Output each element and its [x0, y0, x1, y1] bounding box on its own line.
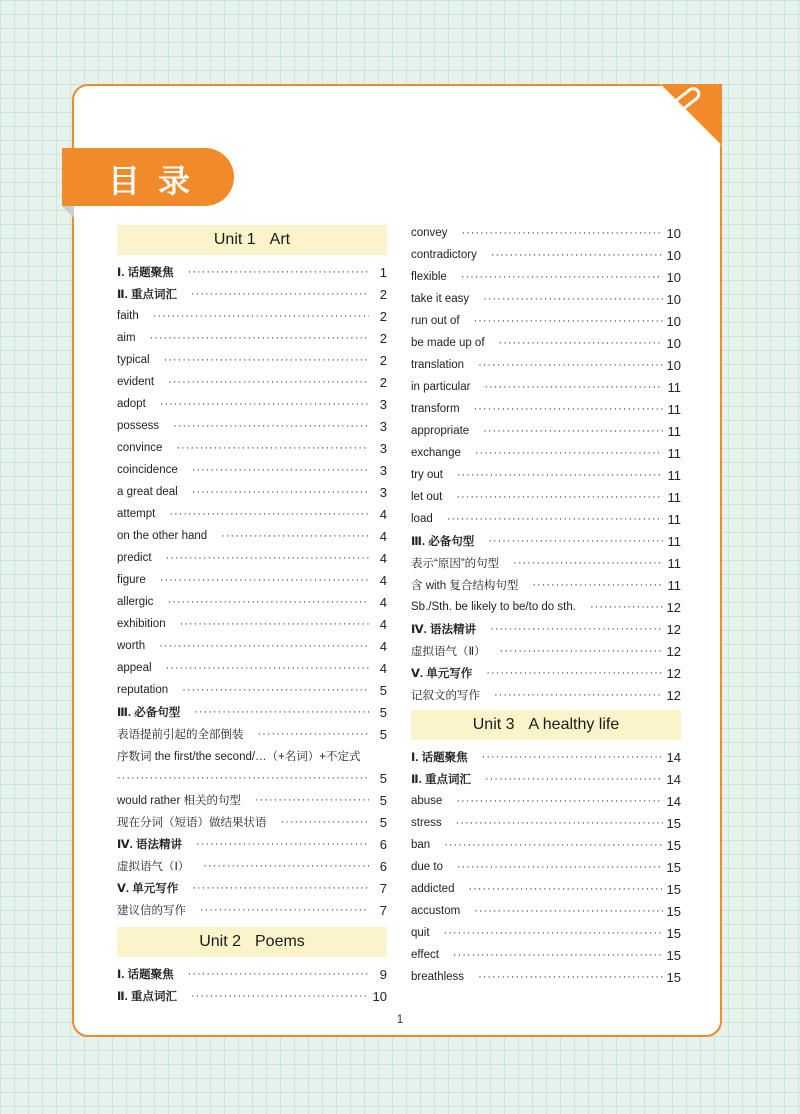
- toc-entry[interactable]: [411, 222, 681, 244]
- toc-entry[interactable]: [117, 503, 387, 525]
- toc-entry-page: 15: [666, 837, 681, 853]
- toc-entry[interactable]: [411, 244, 681, 266]
- toc-entry-page: 5: [379, 814, 387, 830]
- toc-entry[interactable]: [411, 310, 681, 332]
- toc-entry-page: 10: [666, 335, 681, 351]
- toc-entry[interactable]: [117, 657, 387, 679]
- toc-section-entry[interactable]: [411, 768, 681, 790]
- toc-entry-page: 5: [379, 682, 387, 698]
- toc-entry-label: Ⅰ. 话题聚焦: [117, 267, 174, 279]
- toc-entry-label: Ⅳ. 语法精讲: [117, 839, 183, 851]
- toc-entry-label: convince: [117, 442, 163, 454]
- toc-entry-label: try out: [411, 469, 443, 481]
- toc-entry[interactable]: [117, 415, 387, 437]
- toc-left-column: [117, 223, 387, 1007]
- toc-entry-label: worth: [117, 640, 146, 652]
- toc-entry-page: 5: [379, 770, 387, 786]
- leader-dots: [474, 905, 662, 917]
- toc-entry-label: due to: [411, 861, 443, 873]
- leader-dots: [485, 773, 663, 785]
- toc-entry[interactable]: [411, 574, 681, 596]
- leader-dots: [180, 618, 369, 630]
- toc-entry-label: Sb./Sth. be likely to be/to do sth.: [411, 601, 576, 613]
- toc-entry-page: 3: [379, 418, 387, 434]
- leader-dots: [194, 706, 369, 718]
- leader-dots: [255, 794, 369, 806]
- toc-entry-label: quit: [411, 927, 430, 939]
- toc-entry[interactable]: [117, 547, 387, 569]
- toc-entry-page: 4: [379, 550, 387, 566]
- toc-entry[interactable]: [411, 398, 681, 420]
- toc-entry-page: 10: [666, 313, 681, 329]
- leader-dots: [513, 557, 663, 569]
- toc-entry[interactable]: [411, 376, 681, 398]
- toc-entry-page: 15: [666, 881, 681, 897]
- leader-dots: [192, 486, 369, 498]
- toc-entry[interactable]: [411, 354, 681, 376]
- toc-entry[interactable]: [117, 899, 387, 921]
- toc-entry-page: 12: [666, 599, 681, 615]
- toc-entry-page: 10: [666, 357, 681, 373]
- toc-entry-label: 现在分词（短语）做结果状语: [117, 817, 267, 829]
- toc-entry-label: in particular: [411, 381, 471, 393]
- toc-entry[interactable]: [411, 508, 681, 530]
- leader-dots: [173, 420, 369, 432]
- toc-entry-label: Ⅱ. 重点词汇: [117, 991, 177, 1003]
- toc-entry[interactable]: [117, 855, 387, 877]
- toc-entry-label: faith: [117, 310, 139, 322]
- leader-dots: [166, 662, 369, 674]
- unit-heading[interactable]: [117, 927, 387, 957]
- toc-entry-continuation[interactable]: [117, 767, 387, 789]
- leader-dots: [475, 447, 663, 459]
- toc-section-entry[interactable]: [117, 833, 387, 855]
- toc-entry-label: exhibition: [117, 618, 166, 630]
- leader-dots: [456, 817, 663, 829]
- toc-entry-label: allergic: [117, 596, 154, 608]
- leader-dots: [457, 861, 663, 873]
- toc-section-entry[interactable]: [117, 985, 387, 1007]
- toc-section-entry[interactable]: [117, 963, 387, 985]
- leader-dots: [444, 839, 662, 851]
- leader-dots: [486, 667, 662, 679]
- toc-section-entry[interactable]: [411, 662, 681, 684]
- leader-dots: [168, 376, 369, 388]
- leader-dots: [176, 442, 369, 454]
- toc-entry-label: Ⅲ. 必备句型: [411, 536, 475, 548]
- toc-entry[interactable]: [117, 459, 387, 481]
- toc-entry-label: 含 with 复合结构句型: [411, 580, 519, 592]
- leader-dots: [447, 513, 663, 525]
- toc-entry-page: 11: [667, 555, 681, 571]
- unit-heading[interactable]: [411, 710, 681, 740]
- toc-entry-label: Ⅳ. 语法精讲: [411, 624, 477, 636]
- leader-dots: [221, 530, 369, 542]
- leader-dots: [456, 491, 663, 503]
- toc-entry-page: 4: [379, 572, 387, 588]
- toc-entry-label: on the other hand: [117, 530, 208, 542]
- leader-dots: [484, 381, 663, 393]
- leader-dots: [488, 535, 663, 547]
- toc-entry-label: 建议信的写作: [117, 905, 186, 917]
- leader-dots: [468, 883, 662, 895]
- leader-dots: [494, 689, 663, 701]
- toc-entry[interactable]: [411, 640, 681, 662]
- leader-dots: [532, 579, 663, 591]
- toc-entry[interactable]: [117, 327, 387, 349]
- leader-dots: [461, 227, 662, 239]
- toc-section-entry[interactable]: [411, 618, 681, 640]
- leader-dots: [188, 266, 369, 278]
- leader-dots: [200, 904, 369, 916]
- toc-entry-page: 3: [379, 462, 387, 478]
- toc-entry[interactable]: [117, 635, 387, 657]
- toc-entry-label: 表语提前引起的全部倒装: [117, 729, 244, 741]
- leader-dots: [203, 860, 369, 872]
- toc-entry-label: adopt: [117, 398, 146, 410]
- toc-entry[interactable]: [117, 305, 387, 327]
- toc-entry-label: 表示“原因”的句型: [411, 558, 500, 570]
- leader-dots: [478, 971, 662, 983]
- unit-name: Poems: [255, 933, 305, 950]
- toc-entry[interactable]: [117, 723, 387, 745]
- leader-dots: [490, 623, 663, 635]
- toc-entry[interactable]: [117, 591, 387, 613]
- toc-entry[interactable]: [117, 371, 387, 393]
- toc-entry-page: 7: [379, 880, 387, 896]
- leader-dots: [590, 601, 663, 613]
- leader-dots: [166, 552, 369, 564]
- toc-entry[interactable]: [411, 834, 681, 856]
- leader-dots: [444, 927, 663, 939]
- toc-entry-page: 15: [666, 947, 681, 963]
- toc-entry-label: appropriate: [411, 425, 470, 437]
- unit-number: Unit 3: [472, 716, 515, 733]
- toc-entry-label: breathless: [411, 971, 465, 983]
- toc-entry-page: 11: [667, 577, 681, 593]
- leader-dots: [483, 293, 662, 305]
- toc-entry[interactable]: [411, 486, 681, 508]
- toc-entry[interactable]: [411, 790, 681, 812]
- toc-entry[interactable]: [411, 878, 681, 900]
- toc-entry-label: let out: [411, 491, 443, 503]
- toc-entry-page: 11: [667, 533, 681, 549]
- toc-entry-page: 14: [666, 793, 681, 809]
- toc-entry-page: 4: [379, 616, 387, 632]
- toc-entry-page: 10: [372, 988, 387, 1004]
- toc-entry[interactable]: [411, 944, 681, 966]
- toc-entry-page: 9: [379, 966, 387, 982]
- leader-dots: [167, 596, 369, 608]
- toc-entry[interactable]: [411, 856, 681, 878]
- toc-entry-label: accustom: [411, 905, 461, 917]
- leader-dots: [258, 728, 370, 740]
- toc-section-entry[interactable]: [117, 261, 387, 283]
- toc-entry-page: 2: [379, 308, 387, 324]
- toc-entry-page: 2: [379, 286, 387, 302]
- toc-entry-page: 4: [379, 594, 387, 610]
- toc-entry-page: 4: [379, 528, 387, 544]
- toc-entry-page: 6: [379, 836, 387, 852]
- toc-entry[interactable]: [411, 332, 681, 354]
- toc-section-entry[interactable]: [117, 877, 387, 899]
- toc-entry-page: 2: [379, 374, 387, 390]
- toc-entry-label: typical: [117, 354, 150, 366]
- toc-entry-label: abuse: [411, 795, 443, 807]
- toc-entry[interactable]: [411, 442, 681, 464]
- toc-entry-label: Ⅴ. 单元写作: [411, 668, 473, 680]
- toc-entry-page: 6: [379, 858, 387, 874]
- toc-entry-label: transform: [411, 403, 460, 415]
- leader-dots: [153, 310, 369, 322]
- toc-entry-page: 3: [379, 484, 387, 500]
- toc-entry-page: 3: [379, 396, 387, 412]
- toc-entry-label: Ⅱ. 重点词汇: [411, 774, 471, 786]
- toc-entry-label: translation: [411, 359, 465, 371]
- leader-dots: [150, 332, 369, 344]
- toc-entry[interactable]: [117, 789, 387, 811]
- leader-dots: [478, 359, 662, 371]
- toc-entry-page: 11: [667, 379, 681, 395]
- toc-entry[interactable]: [411, 464, 681, 486]
- toc-entry[interactable]: [117, 525, 387, 547]
- toc-entry-label: addicted: [411, 883, 455, 895]
- toc-entry[interactable]: [411, 812, 681, 834]
- leader-dots: [160, 398, 369, 410]
- leader-dots: [456, 795, 662, 807]
- toc-section-entry[interactable]: [411, 530, 681, 552]
- leader-dots: [191, 990, 369, 1002]
- toc-entry-page: 7: [379, 902, 387, 918]
- toc-entry-page: 11: [667, 401, 681, 417]
- toc-entry-label: stress: [411, 817, 442, 829]
- toc-entry-page: 4: [379, 660, 387, 676]
- leader-dots: [491, 249, 663, 261]
- title-tab-fold: [62, 206, 74, 218]
- toc-entry[interactable]: [117, 349, 387, 371]
- toc-entry-page: 10: [666, 269, 681, 285]
- toc-entry-label: 记叙文的写作: [411, 690, 480, 702]
- toc-entry-page: 2: [379, 352, 387, 368]
- page-title: 目录: [108, 162, 209, 200]
- toc-entry-label: load: [411, 513, 433, 525]
- page-number: 1: [396, 1012, 404, 1026]
- toc-entry-label: reputation: [117, 684, 169, 696]
- toc-entry[interactable]: [411, 266, 681, 288]
- toc-entry-page: 14: [666, 771, 681, 787]
- leader-dots: [500, 645, 663, 657]
- toc-right-column: [411, 222, 681, 988]
- leader-dots: [499, 337, 663, 349]
- unit-name: Art: [269, 231, 291, 248]
- toc-entry[interactable]: [411, 596, 681, 618]
- toc-entry-page: 4: [379, 638, 387, 654]
- leader-dots: [457, 469, 663, 481]
- leader-dots: [117, 772, 369, 784]
- leader-dots: [474, 315, 663, 327]
- leader-dots: [453, 949, 663, 961]
- toc-entry-label: coincidence: [117, 464, 178, 476]
- leader-dots: [164, 354, 369, 366]
- leader-dots: [160, 574, 369, 586]
- toc-entry-label: Ⅲ. 必备句型: [117, 707, 181, 719]
- toc-entry-page: 15: [666, 969, 681, 985]
- leader-dots: [192, 464, 369, 476]
- leader-dots: [191, 288, 369, 300]
- toc-entry-page: 12: [666, 687, 681, 703]
- toc-entry-label: 序数词 the first/the second/…（+名词）+不定式: [117, 751, 361, 763]
- toc-entry-page: 15: [666, 859, 681, 875]
- toc-entry-label: Ⅱ. 重点词汇: [117, 289, 177, 301]
- toc-entry-label: would rather 相关的句型: [117, 795, 241, 807]
- toc-entry[interactable]: [411, 420, 681, 442]
- toc-entry-page: 11: [667, 423, 681, 439]
- leader-dots: [182, 684, 369, 696]
- toc-entry[interactable]: [411, 684, 681, 706]
- toc-entry-label: Ⅰ. 话题聚焦: [411, 752, 468, 764]
- toc-entry-label: be made up of: [411, 337, 485, 349]
- toc-entry-page: 15: [666, 925, 681, 941]
- leader-dots: [196, 838, 369, 850]
- toc-entry-page: 14: [666, 749, 681, 765]
- toc-entry-page: 10: [666, 291, 681, 307]
- toc-entry-label: appeal: [117, 662, 152, 674]
- unit-name: A healthy life: [528, 716, 620, 733]
- toc-entry[interactable]: [411, 288, 681, 310]
- toc-entry-label: attempt: [117, 508, 156, 520]
- toc-entry-page: 12: [666, 643, 681, 659]
- toc-entry-page: 5: [379, 726, 387, 742]
- leader-dots: [483, 425, 663, 437]
- unit-heading[interactable]: [117, 225, 387, 255]
- unit-number: Unit 2: [199, 933, 241, 950]
- toc-entry-page: 1: [379, 264, 387, 280]
- toc-entry-page: 4: [379, 506, 387, 522]
- leader-dots: [169, 508, 369, 520]
- toc-entry[interactable]: [117, 481, 387, 503]
- toc-entry-page: 10: [666, 247, 681, 263]
- toc-entry-page: 10: [666, 225, 681, 241]
- leader-dots: [159, 640, 369, 652]
- toc-entry[interactable]: [411, 966, 681, 988]
- leader-dots: [474, 403, 663, 415]
- toc-entry-page: 15: [666, 815, 681, 831]
- toc-entry-page: 3: [379, 440, 387, 456]
- toc-entry[interactable]: [117, 569, 387, 591]
- toc-entry-label: 虚拟语气（Ⅰ）: [117, 861, 190, 873]
- toc-entry-label: aim: [117, 332, 136, 344]
- toc-entry-label: flexible: [411, 271, 447, 283]
- leader-dots: [482, 751, 663, 763]
- toc-section-entry[interactable]: [117, 701, 387, 723]
- toc-entry-label: a great deal: [117, 486, 178, 498]
- toc-entry-page: 12: [666, 621, 681, 637]
- toc-entry-label: Ⅰ. 话题聚焦: [117, 969, 174, 981]
- toc-entry-page: 12: [666, 665, 681, 681]
- toc-entry-label: convey: [411, 227, 448, 239]
- toc-entry[interactable]: [117, 437, 387, 459]
- toc-entry-label: ban: [411, 839, 431, 851]
- toc-entry-page: 15: [666, 903, 681, 919]
- toc-entry-page: 11: [667, 467, 681, 483]
- toc-entry-page: 5: [379, 704, 387, 720]
- toc-entry[interactable]: [117, 679, 387, 701]
- toc-entry[interactable]: [117, 745, 387, 767]
- toc-section-entry[interactable]: [117, 283, 387, 305]
- leader-dots: [461, 271, 663, 283]
- toc-entry-label: run out of: [411, 315, 460, 327]
- toc-entry[interactable]: [117, 393, 387, 415]
- toc-entry-label: take it easy: [411, 293, 470, 305]
- toc-entry-label: figure: [117, 574, 146, 586]
- toc-entry-page: 11: [667, 489, 681, 505]
- toc-entry-page: 5: [379, 792, 387, 808]
- leader-dots: [192, 882, 369, 894]
- toc-entry[interactable]: [411, 552, 681, 574]
- toc-entry[interactable]: [411, 922, 681, 944]
- toc-entry-label: 虚拟语气（Ⅱ）: [411, 646, 486, 658]
- toc-entry-page: 2: [379, 330, 387, 346]
- toc-entry-label: exchange: [411, 447, 461, 459]
- toc-section-entry[interactable]: [411, 746, 681, 768]
- toc-entry-label: contradictory: [411, 249, 477, 261]
- unit-number: Unit 1: [213, 231, 256, 248]
- toc-entry[interactable]: [117, 811, 387, 833]
- toc-entry-label: possess: [117, 420, 160, 432]
- toc-entry-label: predict: [117, 552, 152, 564]
- toc-entry-label: effect: [411, 949, 439, 961]
- toc-entry-page: 11: [667, 445, 681, 461]
- toc-entry-label: Ⅴ. 单元写作: [117, 883, 179, 895]
- leader-dots: [281, 816, 370, 828]
- toc-entry[interactable]: [117, 613, 387, 635]
- toc-entry-label: evident: [117, 376, 155, 388]
- toc-entry[interactable]: [411, 900, 681, 922]
- leader-dots: [188, 968, 369, 980]
- toc-entry-page: 11: [667, 511, 681, 527]
